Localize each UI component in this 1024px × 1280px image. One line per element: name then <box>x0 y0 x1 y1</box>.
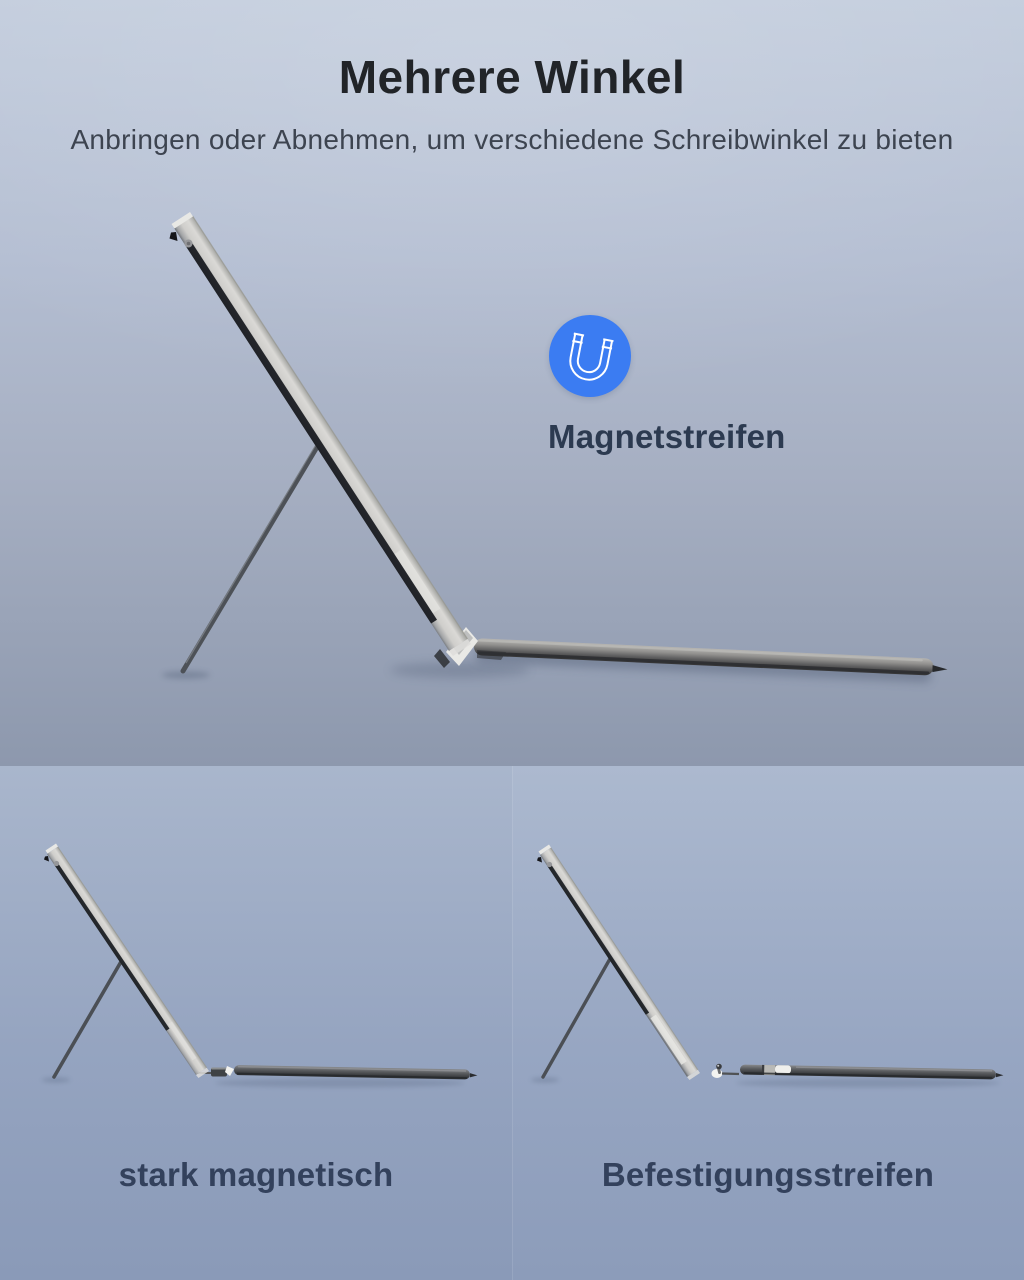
panel-caption-attachment-strip: Befestigungsstreifen <box>601 1156 935 1193</box>
magnet-strip-label: Magnetstreifen <box>548 418 786 455</box>
tablet-keyboard-attached-image <box>0 766 512 1280</box>
panel-caption-strong-magnetic: stark magnetisch <box>118 1156 394 1193</box>
panel-attachment-strip <box>512 766 1024 1280</box>
tablet-keyboard-detached-image <box>512 766 1024 1280</box>
feature-panels <box>0 766 1024 1280</box>
magnet-icon <box>549 315 631 397</box>
page-subtitle: Anbringen oder Abnehmen, um verschiedene Schreibwinkel zu bieten <box>70 124 954 155</box>
magnet-icon-glyph <box>549 315 631 397</box>
panel-strong-magnetic <box>0 766 512 1280</box>
page-title: Mehrere Winkel <box>338 51 686 103</box>
